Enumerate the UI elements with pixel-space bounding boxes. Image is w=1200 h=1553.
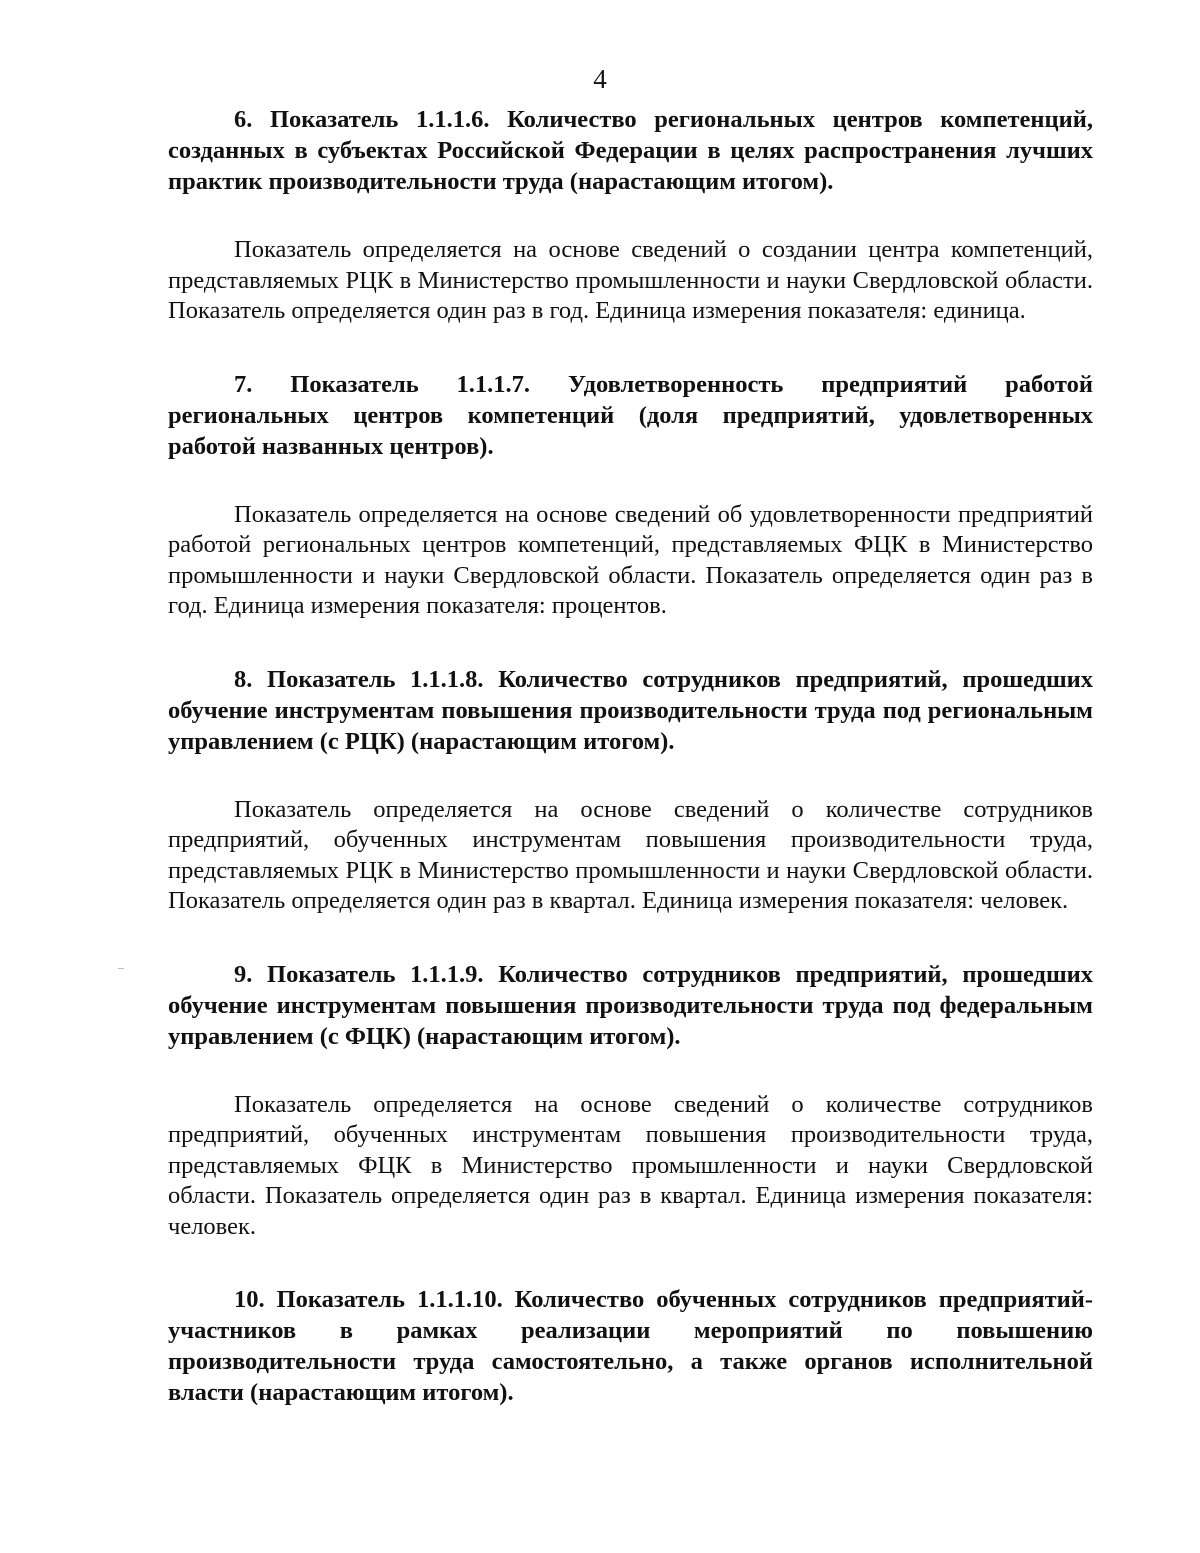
section-10-heading: 10. Показатель 1.1.1.10. Количество обученных сотрудников предприятий-участников в рамках реализации мероприятий по повышению производительности труда самостоятельно, а также органов исполнительной власти (нарастающим итогом).	[168, 1286, 1093, 1406]
page-number: 4	[593, 64, 607, 94]
section-7-heading: 7. Показатель 1.1.1.7. Удовлетворенность предприятий работой региональных центров компетенций (доля предприятий, удовлетворенных работой названных центров).	[168, 370, 1093, 460]
section-6-body: Показатель определяется на основе сведений о создании центра компетенций, представляемых РЦК в Министерство промышленности и науки Свердловской области. Показатель определяется один раз в год. Единица измерения показателя: единица.	[168, 236, 1093, 324]
section-6-heading: 6. Показатель 1.1.1.6. Количество региональных центров компетенций, созданных в субъектах Российской Федерации в целях распространения лучших практик производительности труда (нарастающим итогом).	[168, 106, 1093, 195]
section-9-body: Показатель определяется на основе сведений о количестве сотрудников предприятий, обученных инструментам повышения производительности труда, представляемых ФЦК в Министерство промышленности и науки Свердловской области. Показатель определяется один раз в квартал. Единица измерения показателя: человек.	[168, 1090, 1093, 1240]
section-8-body: Показатель определяется на основе сведений о количестве сотрудников предприятий, обученных инструментам повышения производительности труда, представляемых РЦК в Министерство промышленности и науки Свердловской области. Показатель определяется один раз в квартал. Единица измерения показателя: человек.	[168, 795, 1093, 914]
document-content	[168, 104, 1093, 1408]
section-8-heading: 8. Показатель 1.1.1.8. Количество сотрудников предприятий, прошедших обучение инструментам повышения производительности труда под региональным управлением (с РЦК) (нарастающим итогом).	[168, 665, 1093, 755]
scan-artifact	[118, 968, 124, 969]
section-7-body: Показатель определяется на основе сведений об удовлетворенности предприятий работой региональных центров компетенций, представляемых ФЦК в Министерство промышленности и науки Свердловской области. Показатель определяется один раз в год. Единица измерения показателя: процентов.	[168, 500, 1093, 619]
section-9-heading: 9. Показатель 1.1.1.9. Количество сотрудников предприятий, прошедших обучение инструментам повышения производительности труда под федеральным управлением (с ФЦК) (нарастающим итогом).	[168, 960, 1093, 1050]
